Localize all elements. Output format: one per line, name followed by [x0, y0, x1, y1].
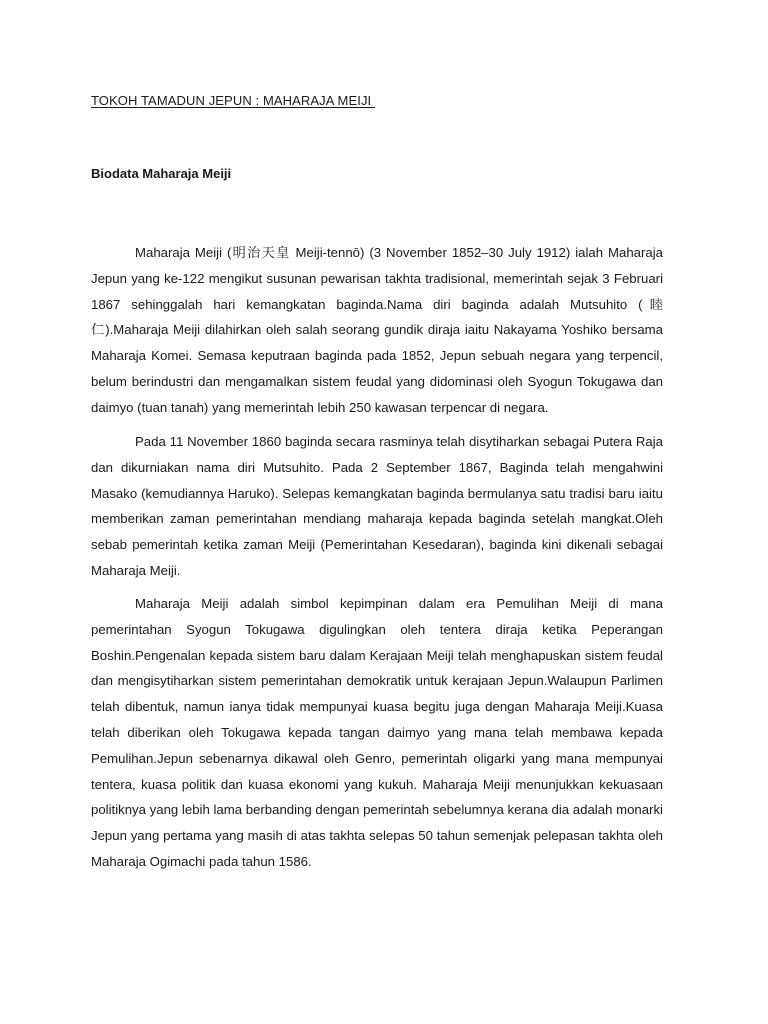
section-heading: Biodata Maharaja Meiji: [91, 166, 232, 181]
paragraph-3: Maharaja Meiji adalah simbol kepimpinan dalam era Pemulihan Meiji di mana pemerintahan Syogun Tokugawa digulingkan oleh tentera diraja ketika Peperangan Boshin.Pengenalan kepada sistem baru dalam Kerajaan Meiji telah menghapuskan sistem feudal dan mengisytiharkan sistem pemerintahan demokratik untuk kerajaan Jepun.Walaupun Parlimen telah dibentuk, namun ianya tidak mempunyai kuasa begitu juga dengan Maharaja Meiji.Kuasa telah diberikan oleh Tokugawa kepada tangan daimyo yang mana telah membawa kepada Pemulihan.Jepun sebenarnya dikawal oleh Genro, pemerintah oligarki yang mana mempunyai tentera, kuasa politik dan kuasa ekonomi yang kukuh. Maharaja Meiji menunjukkan kekuasaan politiknya yang lebih lama berbanding dengan pemerintah sebelumnya kerana dia adalah monarki Jepun yang pertama yang masih di atas takhta selepas 50 tahun semenjak pelepasan takhta oleh Maharaja Ogimachi pada tahun 1586.: [91, 596, 663, 869]
document-title: TOKOH TAMADUN JEPUN : MAHARAJA MEIJI: [91, 93, 375, 108]
paragraph-2: Pada 11 November 1860 baginda secara rasminya telah disytiharkan sebagai Putera Raja dan dikurniakan nama diri Mutsuhito. Pada 2 September 1867, Baginda telah mengahwini Masako (kemudiannya Haruko). Selepas kemangkatan baginda bermulanya satu tradisi baru iaitu memberikan zaman pemerintahan mendiang maharaja kepada baginda setelah mangkat.Oleh sebab pemerintah ketika zaman Meiji (Pemerintahan Kesedaran), baginda kini dikenali sebagai Maharaja Meiji.: [91, 434, 663, 578]
paragraph-1: Maharaja Meiji (明治天皇 Meiji-tennō) (3 November 1852–30 July 1912) ialah Maharaja Jepun yang ke-122 mengikut susunan pewarisan takhta tradisional, memerintah sejak 3 Februari 1867 sehinggalah hari kemangkatan baginda.Nama diri baginda adalah Mutsuhito (睦仁).Maharaja Meiji dilahirkan oleh salah seorang gundik diraja iaitu Nakayama Yoshiko bersama Maharaja Komei. Semasa keputraan baginda pada 1852, Jepun sebuah negara yang terpencil, belum berindustri dan mengamalkan sistem feudal yang didominasi oleh Syogun Tokugawa dan daimyo (tuan tanah) yang memerintah lebih 250 kawasan terpencar di negara.: [91, 245, 663, 415]
